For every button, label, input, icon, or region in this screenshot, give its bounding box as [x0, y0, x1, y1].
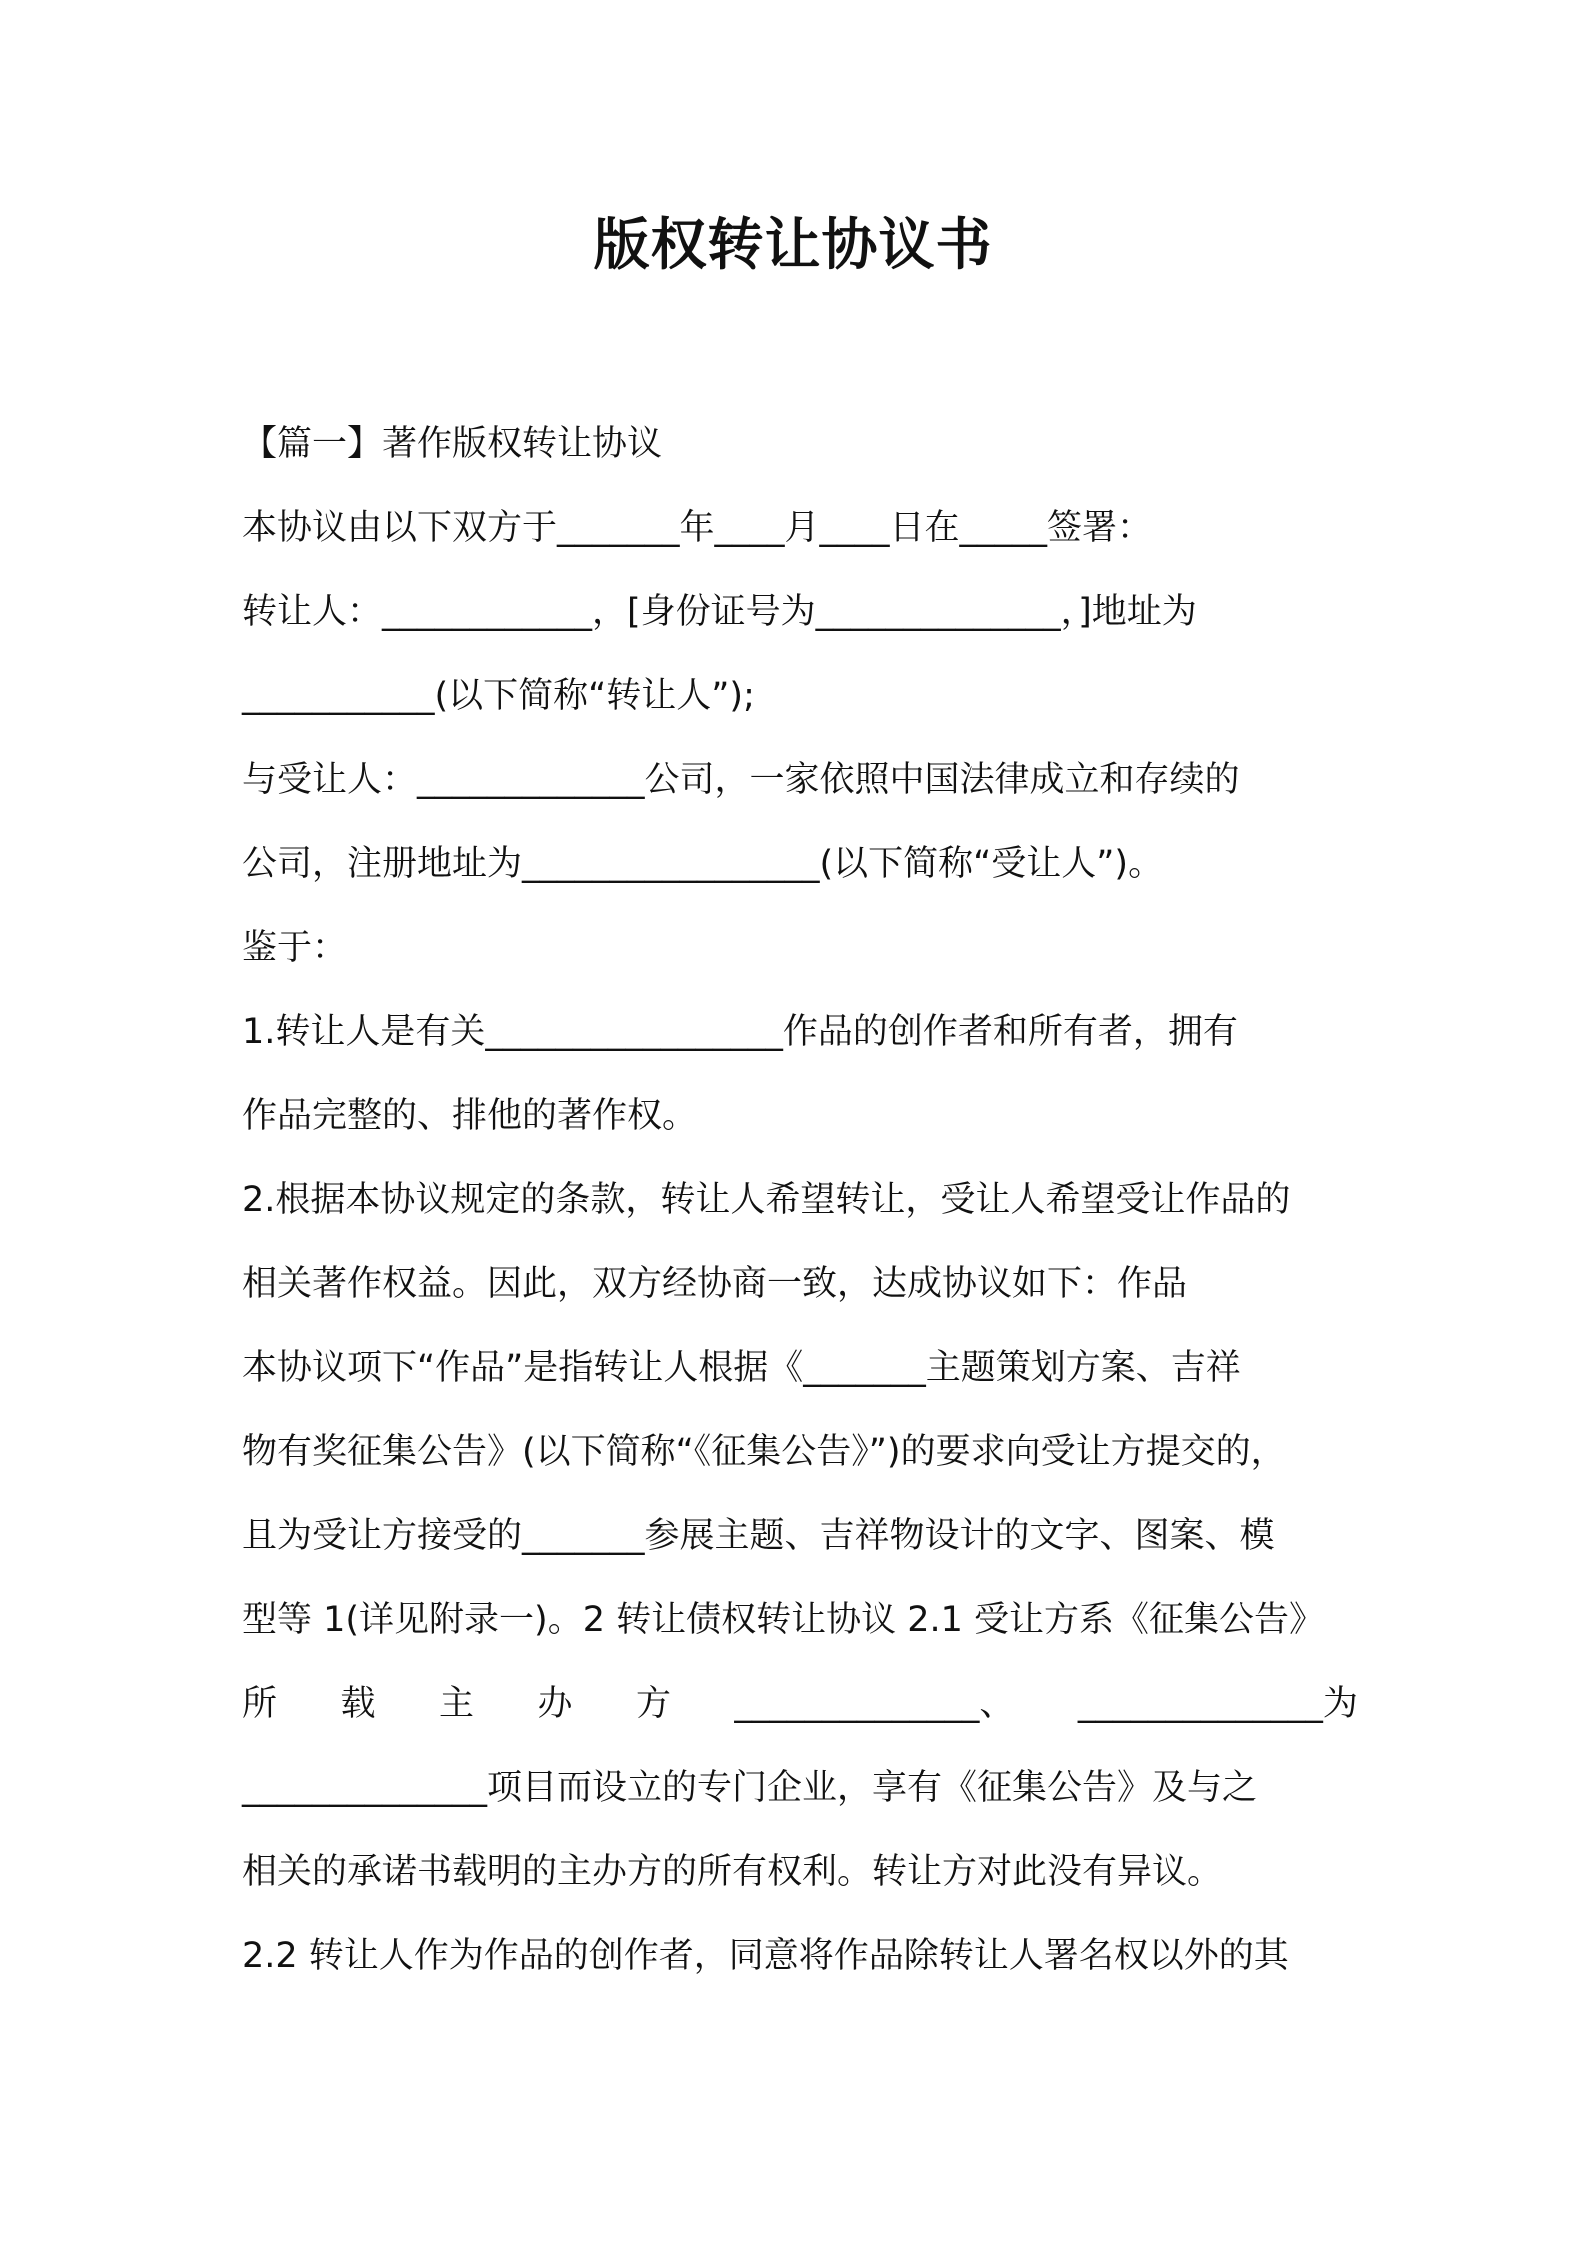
text-segment: 所 — [242, 1684, 278, 1724]
text-line: 且为受让方接受的_______参展主题、吉祥物设计的文字、图案、模 — [242, 1516, 1275, 1556]
text-line: 相关著作权益。因此，双方经协商一致，达成协议如下：作品 — [242, 1264, 1188, 1304]
text-line: 2.根据本协议规定的条款，转让人希望转让，受让人希望受让作品的 — [242, 1180, 1291, 1220]
text-segment: 方 — [635, 1684, 671, 1724]
text-line: 物有奖征集公告》(以下简称“《征集公告》”)的要求向受让方提交的， — [242, 1432, 1286, 1472]
text-line: ___________(以下简称“转让人”); — [242, 676, 755, 716]
text-line: 鉴于： — [242, 928, 348, 968]
text-line: 相关的承诺书载明的主办方的所有权利。转让方对此没有异议。 — [242, 1852, 1223, 1892]
text-line: 1.转让人是有关_________________作品的创作者和所有者，拥有 — [242, 1012, 1238, 1052]
document-body — [242, 402, 1358, 1998]
text-line: 转让人：____________，[身份证号为______________，]地址为 — [242, 592, 1197, 632]
section-heading: 【篇一】著作版权转让协议 — [242, 424, 663, 464]
document-title: 版权转让协议书 — [593, 213, 993, 278]
text-segment: 办 — [537, 1684, 573, 1724]
text-line: ______________项目而设立的专门企业，享有《征集公告》及与之 — [242, 1768, 1258, 1808]
justified-text-line — [242, 1662, 1358, 1746]
text-line: 本协议项下“作品”是指转让人根据《_______主题策划方案、吉祥 — [242, 1348, 1241, 1388]
text-line: 公司，注册地址为_________________(以下简称“受让人”)。 — [242, 844, 1164, 884]
text-segment: 载 — [340, 1684, 376, 1724]
text-segment: 主 — [438, 1684, 474, 1724]
text-line: 本协议由以下双方于_______年____月____日在_____签署： — [242, 508, 1153, 548]
text-segment: ______________、 — [734, 1684, 1015, 1724]
text-segment: ______________为 — [1077, 1684, 1358, 1724]
text-line: 型等 1(详见附录一)。2 转让债权转让协议 2.1 受让方系《征集公告》 — [242, 1600, 1325, 1640]
text-line: 2.2 转让人作为作品的创作者，同意将作品除转让人署名权以外的其 — [242, 1936, 1289, 1976]
text-line: 作品完整的、排他的著作权。 — [242, 1096, 698, 1136]
text-line: 与受让人：_____________公司，一家依照中国法律成立和存续的 — [242, 760, 1240, 800]
